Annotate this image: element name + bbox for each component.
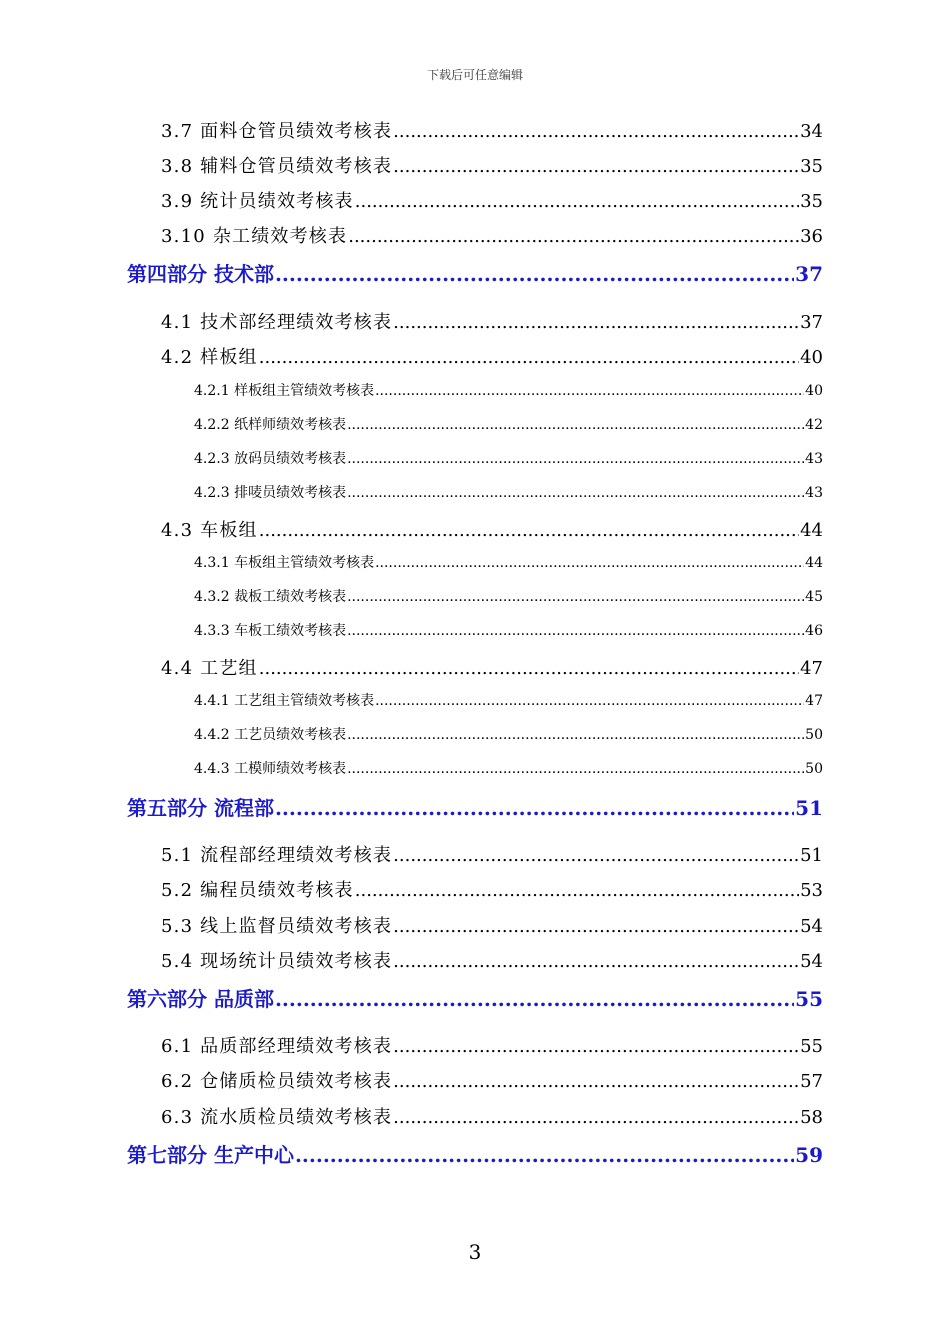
toc-entry-label [161, 654, 258, 680]
toc-entry-number: 5.2 [161, 880, 194, 901]
toc-entry[interactable] [161, 947, 823, 973]
toc-entry-page: 35 [800, 156, 823, 177]
toc-entry-number: 第六部分 [127, 987, 207, 1011]
toc-leader-dots [347, 761, 804, 777]
toc-entry[interactable] [161, 343, 823, 369]
toc-entry-label [194, 448, 346, 468]
toc-entry-label [127, 983, 274, 1012]
toc-entry-page: 54 [800, 951, 823, 972]
toc-entry-title: 排唛员绩效考核表 [234, 485, 347, 501]
toc-entry-number: 4.3.2 [194, 589, 230, 605]
toc-entry[interactable] [194, 414, 823, 434]
toc-entry-label [161, 187, 354, 213]
toc-entry-label [194, 724, 346, 744]
toc-entry-number: 4.1 [161, 312, 194, 333]
toc-entry-number: 5.3 [161, 916, 194, 937]
toc-entry[interactable] [127, 792, 823, 821]
toc-entry-page: 35 [800, 191, 823, 212]
toc-entry[interactable] [194, 758, 823, 778]
toc-entry-number: 4.3 [161, 520, 194, 541]
toc-entry-label [161, 1067, 392, 1093]
toc-entry[interactable] [127, 1139, 823, 1168]
toc-entry-label [194, 552, 374, 572]
toc-entry-page: 43 [805, 485, 823, 501]
toc-entry-page: 37 [795, 262, 823, 286]
toc-entry-title: 流程部经理绩效考核表 [200, 845, 393, 866]
toc-entry-page: 51 [795, 796, 823, 820]
toc-entry-title: 流程部 [213, 796, 274, 820]
toc-leader-dots [347, 727, 804, 743]
toc-leader-dots [355, 880, 799, 901]
page-number: 3 [468, 1240, 482, 1264]
toc-leader-dots [393, 156, 799, 177]
toc-entry-page: 58 [800, 1107, 823, 1128]
toc-entry-page: 51 [800, 845, 823, 866]
toc-entry[interactable] [194, 552, 823, 572]
toc-entry-number: 6.2 [161, 1071, 194, 1092]
toc-entry[interactable] [194, 690, 823, 710]
toc-entry-label [127, 792, 274, 821]
toc-entry-number: 3.8 [161, 156, 194, 177]
toc-entry-page: 47 [805, 693, 823, 709]
toc-entry-label [161, 516, 258, 542]
toc-entry-number: 第五部分 [127, 796, 207, 820]
toc-entry-title: 流水质检员绩效考核表 [200, 1107, 393, 1128]
toc-entry-title: 放码员绩效考核表 [234, 451, 347, 467]
toc-leader-dots [375, 555, 804, 571]
toc-entry[interactable] [161, 841, 823, 867]
toc-entry-page: 50 [805, 761, 823, 777]
toc-entry-title: 裁板工绩效考核表 [234, 589, 347, 605]
toc-entry-title: 面料仓管员绩效考核表 [200, 121, 393, 142]
toc-entry-number: 6.1 [161, 1036, 194, 1057]
toc-entry-label [194, 758, 346, 778]
toc-leader-dots [259, 520, 799, 541]
toc-entry-title: 技术部经理绩效考核表 [200, 312, 393, 333]
toc-entry-label [161, 947, 392, 973]
toc-entry-title: 辅料仓管员绩效考核表 [200, 156, 393, 177]
toc-entry-page: 40 [800, 347, 823, 368]
toc-entry-page: 42 [805, 417, 823, 433]
toc-leader-dots [347, 451, 804, 467]
toc-entry-label [161, 117, 392, 143]
toc-entry-label [161, 1103, 392, 1129]
toc-entry[interactable] [161, 308, 823, 334]
toc-entry-number: 3.7 [161, 121, 194, 142]
toc-entry-number: 4.2.1 [194, 383, 230, 399]
toc-leader-dots [393, 951, 799, 972]
toc-entry-title: 工模师绩效考核表 [234, 761, 347, 777]
toc-entry-title: 工艺组主管绩效考核表 [234, 693, 375, 709]
toc-entry-number: 3.10 [161, 226, 206, 247]
toc-entry-number: 4.3.3 [194, 623, 230, 639]
toc-entry-page: 47 [800, 658, 823, 679]
toc-entry-label [161, 1032, 392, 1058]
toc-leader-dots [375, 693, 804, 709]
toc-entry-number: 3.9 [161, 191, 194, 212]
toc-entry[interactable] [127, 258, 823, 287]
toc-entry-page: 34 [800, 121, 823, 142]
toc-leader-dots [393, 916, 799, 937]
toc-entry-title: 纸样师绩效考核表 [234, 417, 347, 433]
toc-entry-title: 工艺员绩效考核表 [234, 727, 347, 743]
toc-leader-dots [347, 623, 804, 639]
toc-entry-label [161, 222, 347, 248]
toc-entry[interactable] [194, 724, 823, 744]
toc-entry-number: 5.4 [161, 951, 194, 972]
toc-leader-dots [393, 121, 799, 142]
toc-entry-title: 工艺组 [200, 658, 258, 679]
toc-entry-label [161, 343, 258, 369]
toc-entry-title: 技术部 [213, 262, 274, 286]
toc-entry[interactable] [194, 586, 823, 606]
toc-entry-number: 第七部分 [127, 1143, 207, 1167]
toc-entry[interactable] [194, 620, 823, 640]
toc-entry-number: 4.4.2 [194, 727, 230, 743]
toc-entry-title: 品质部 [213, 987, 274, 1011]
toc-entry-title: 样板组 [200, 347, 258, 368]
toc-entry[interactable] [161, 912, 823, 938]
toc-entry-page: 43 [805, 451, 823, 467]
toc-entry-page: 55 [800, 1036, 823, 1057]
toc-entry-page: 53 [800, 880, 823, 901]
toc-entry-page: 36 [800, 226, 823, 247]
toc-entry-page: 40 [805, 383, 823, 399]
toc-entry-page: 37 [800, 312, 823, 333]
toc-leader-dots [275, 796, 794, 820]
toc-entry-label [194, 414, 346, 434]
toc-entry-number: 第四部分 [127, 262, 207, 286]
toc-entry[interactable] [161, 117, 823, 143]
toc-entry[interactable] [161, 187, 823, 213]
toc-entry[interactable] [161, 516, 823, 542]
toc-entry-label [161, 876, 354, 902]
page-header: 下载后可任意编辑 [426, 68, 523, 82]
toc-entry-page: 54 [800, 916, 823, 937]
toc-entry-number: 4.2 [161, 347, 194, 368]
toc-entry-title: 车板组主管绩效考核表 [234, 555, 375, 571]
toc-entry-page: 59 [795, 1143, 823, 1167]
toc-entry-title: 品质部经理绩效考核表 [200, 1036, 393, 1057]
toc-entry-number: 4.3.1 [194, 555, 230, 571]
toc-entry-label [127, 258, 274, 287]
toc-entry-number: 4.2.3 [194, 451, 230, 467]
toc-entry-page: 44 [805, 555, 823, 571]
toc-entry-title: 现场统计员绩效考核表 [200, 951, 393, 972]
toc-entry-title: 仓储质检员绩效考核表 [200, 1071, 393, 1092]
toc-entry-title: 生产中心 [213, 1143, 294, 1167]
toc-entry-page: 57 [800, 1071, 823, 1092]
toc-entry-title: 车板组 [200, 520, 258, 541]
toc-entry-page: 46 [805, 623, 823, 639]
toc-leader-dots [347, 589, 804, 605]
toc-entry-label [127, 1139, 294, 1168]
toc-entry-label [194, 586, 346, 606]
toc-entry-label [161, 152, 392, 178]
toc-leader-dots [393, 1036, 799, 1057]
toc-entry[interactable] [194, 482, 823, 502]
toc-leader-dots [275, 262, 794, 286]
toc-entry-number: 4.4.3 [194, 761, 230, 777]
toc-entry[interactable] [161, 222, 823, 248]
toc-entry-number: 4.2.2 [194, 417, 230, 433]
toc-entry-label [194, 620, 346, 640]
toc-entry-page: 44 [800, 520, 823, 541]
toc-entry[interactable] [161, 654, 823, 680]
toc-entry-number: 5.1 [161, 845, 194, 866]
toc-leader-dots [295, 1143, 794, 1167]
toc-leader-dots [375, 383, 804, 399]
toc-leader-dots [348, 226, 799, 247]
toc-leader-dots [259, 347, 799, 368]
toc-entry[interactable] [194, 380, 823, 400]
toc-entry-title: 车板工绩效考核表 [234, 623, 347, 639]
toc-leader-dots [393, 1071, 799, 1092]
toc-entry[interactable] [161, 1067, 823, 1093]
toc-entry[interactable] [161, 876, 823, 902]
toc-entry[interactable] [161, 1103, 823, 1129]
toc-entry[interactable] [161, 1032, 823, 1058]
toc-entry[interactable] [161, 152, 823, 178]
toc-entry-title: 杂工绩效考核表 [212, 226, 348, 247]
toc-leader-dots [393, 312, 799, 333]
toc-entry-page: 50 [805, 727, 823, 743]
toc-entry[interactable] [194, 448, 823, 468]
toc-entry-number: 4.4 [161, 658, 194, 679]
toc-leader-dots [355, 191, 799, 212]
toc-entry-label [161, 912, 392, 938]
toc-entry-label [194, 690, 374, 710]
toc-entry-label [194, 482, 346, 502]
toc-leader-dots [393, 1107, 799, 1128]
toc-entry-label [194, 380, 374, 400]
toc-leader-dots [275, 987, 794, 1011]
toc-entry-number: 4.2.3 [194, 485, 230, 501]
toc-entry-page: 45 [805, 589, 823, 605]
toc-entry-label [161, 841, 392, 867]
toc-entry-title: 线上监督员绩效考核表 [200, 916, 393, 937]
toc-leader-dots [347, 417, 804, 433]
toc-entry-page: 55 [795, 987, 823, 1011]
toc-entry-title: 统计员绩效考核表 [200, 191, 354, 212]
toc-entry-title: 样板组主管绩效考核表 [234, 383, 375, 399]
toc-entry-number: 4.4.1 [194, 693, 230, 709]
toc-entry-title: 编程员绩效考核表 [200, 880, 354, 901]
toc-entry[interactable] [127, 983, 823, 1012]
toc-entry-label [161, 308, 392, 334]
toc-leader-dots [393, 845, 799, 866]
toc-entry-number: 6.3 [161, 1107, 194, 1128]
toc-leader-dots [259, 658, 799, 679]
toc-leader-dots [347, 485, 804, 501]
